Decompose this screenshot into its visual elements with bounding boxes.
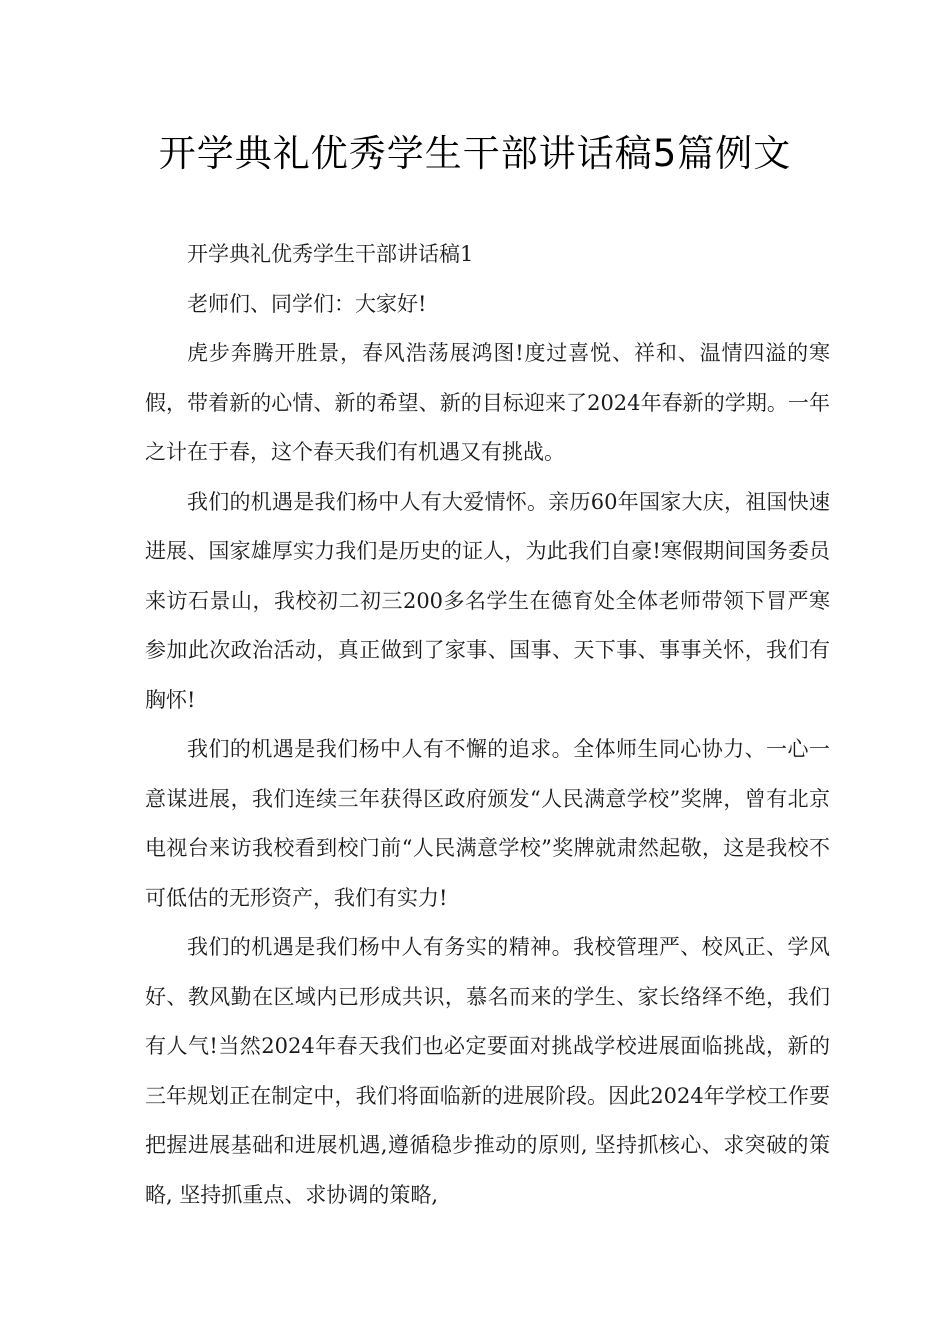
section-heading: 开学典礼优秀学生干部讲话稿1 <box>187 242 474 266</box>
document-body <box>145 230 830 1220</box>
body-paragraph: 我们的机遇是我们杨中人有大爱情怀。亲历60年国家大庆，祖国快速进展、国家雄厚实力我们是历史的证人，为此我们自豪!寒假期间国务委员来访石景山，我校初二初三200多名学生在德育处全体老师带领下冒严寒参加此次政治活动，真正做到了家事、国事、天下事、事事关怀，我们有胸怀! <box>145 489 830 712</box>
body-paragraph: 虎步奔腾开胜景，春风浩荡展鸿图!度过喜悦、祥和、温情四溢的寒假，带着新的心情、新的希望、新的目标迎来了2024年春新的学期。一年之计在于春，这个春天我们有机遇又有挑战。 <box>145 341 830 464</box>
greeting-paragraph: 老师们、同学们：大家好! <box>187 291 427 316</box>
body-paragraph: 我们的机遇是我们杨中人有务实的精神。我校管理严、校风正、学风好、教风勤在区域内已形成共识，慕名而来的学生、家长络绎不绝，我们有人气!当然2024年春天我们也必定要面对挑战学校进展面临挑战，新的三年规划正在制定中，我们将面临新的进展阶段。因此2024年学校工作要把握进展基础和进展机遇,遵循稳步推动的原则, 坚持抓核心、求突破的策略, 坚持抓重点、求协调的策略, <box>145 935 830 1207</box>
document-title: 开学典礼优秀学生干部讲话稿5篇例文 <box>158 132 792 175</box>
body-paragraph: 我们的机遇是我们杨中人有不懈的追求。全体师生同心协力、一心一意谋进展，我们连续三年获得区政府颁发“人民满意学校”奖牌，曾有北京电视台来访我校看到校门前“人民满意学校”奖牌就肃然起敬，这是我校不可低估的无形资产，我们有实力! <box>145 737 830 910</box>
